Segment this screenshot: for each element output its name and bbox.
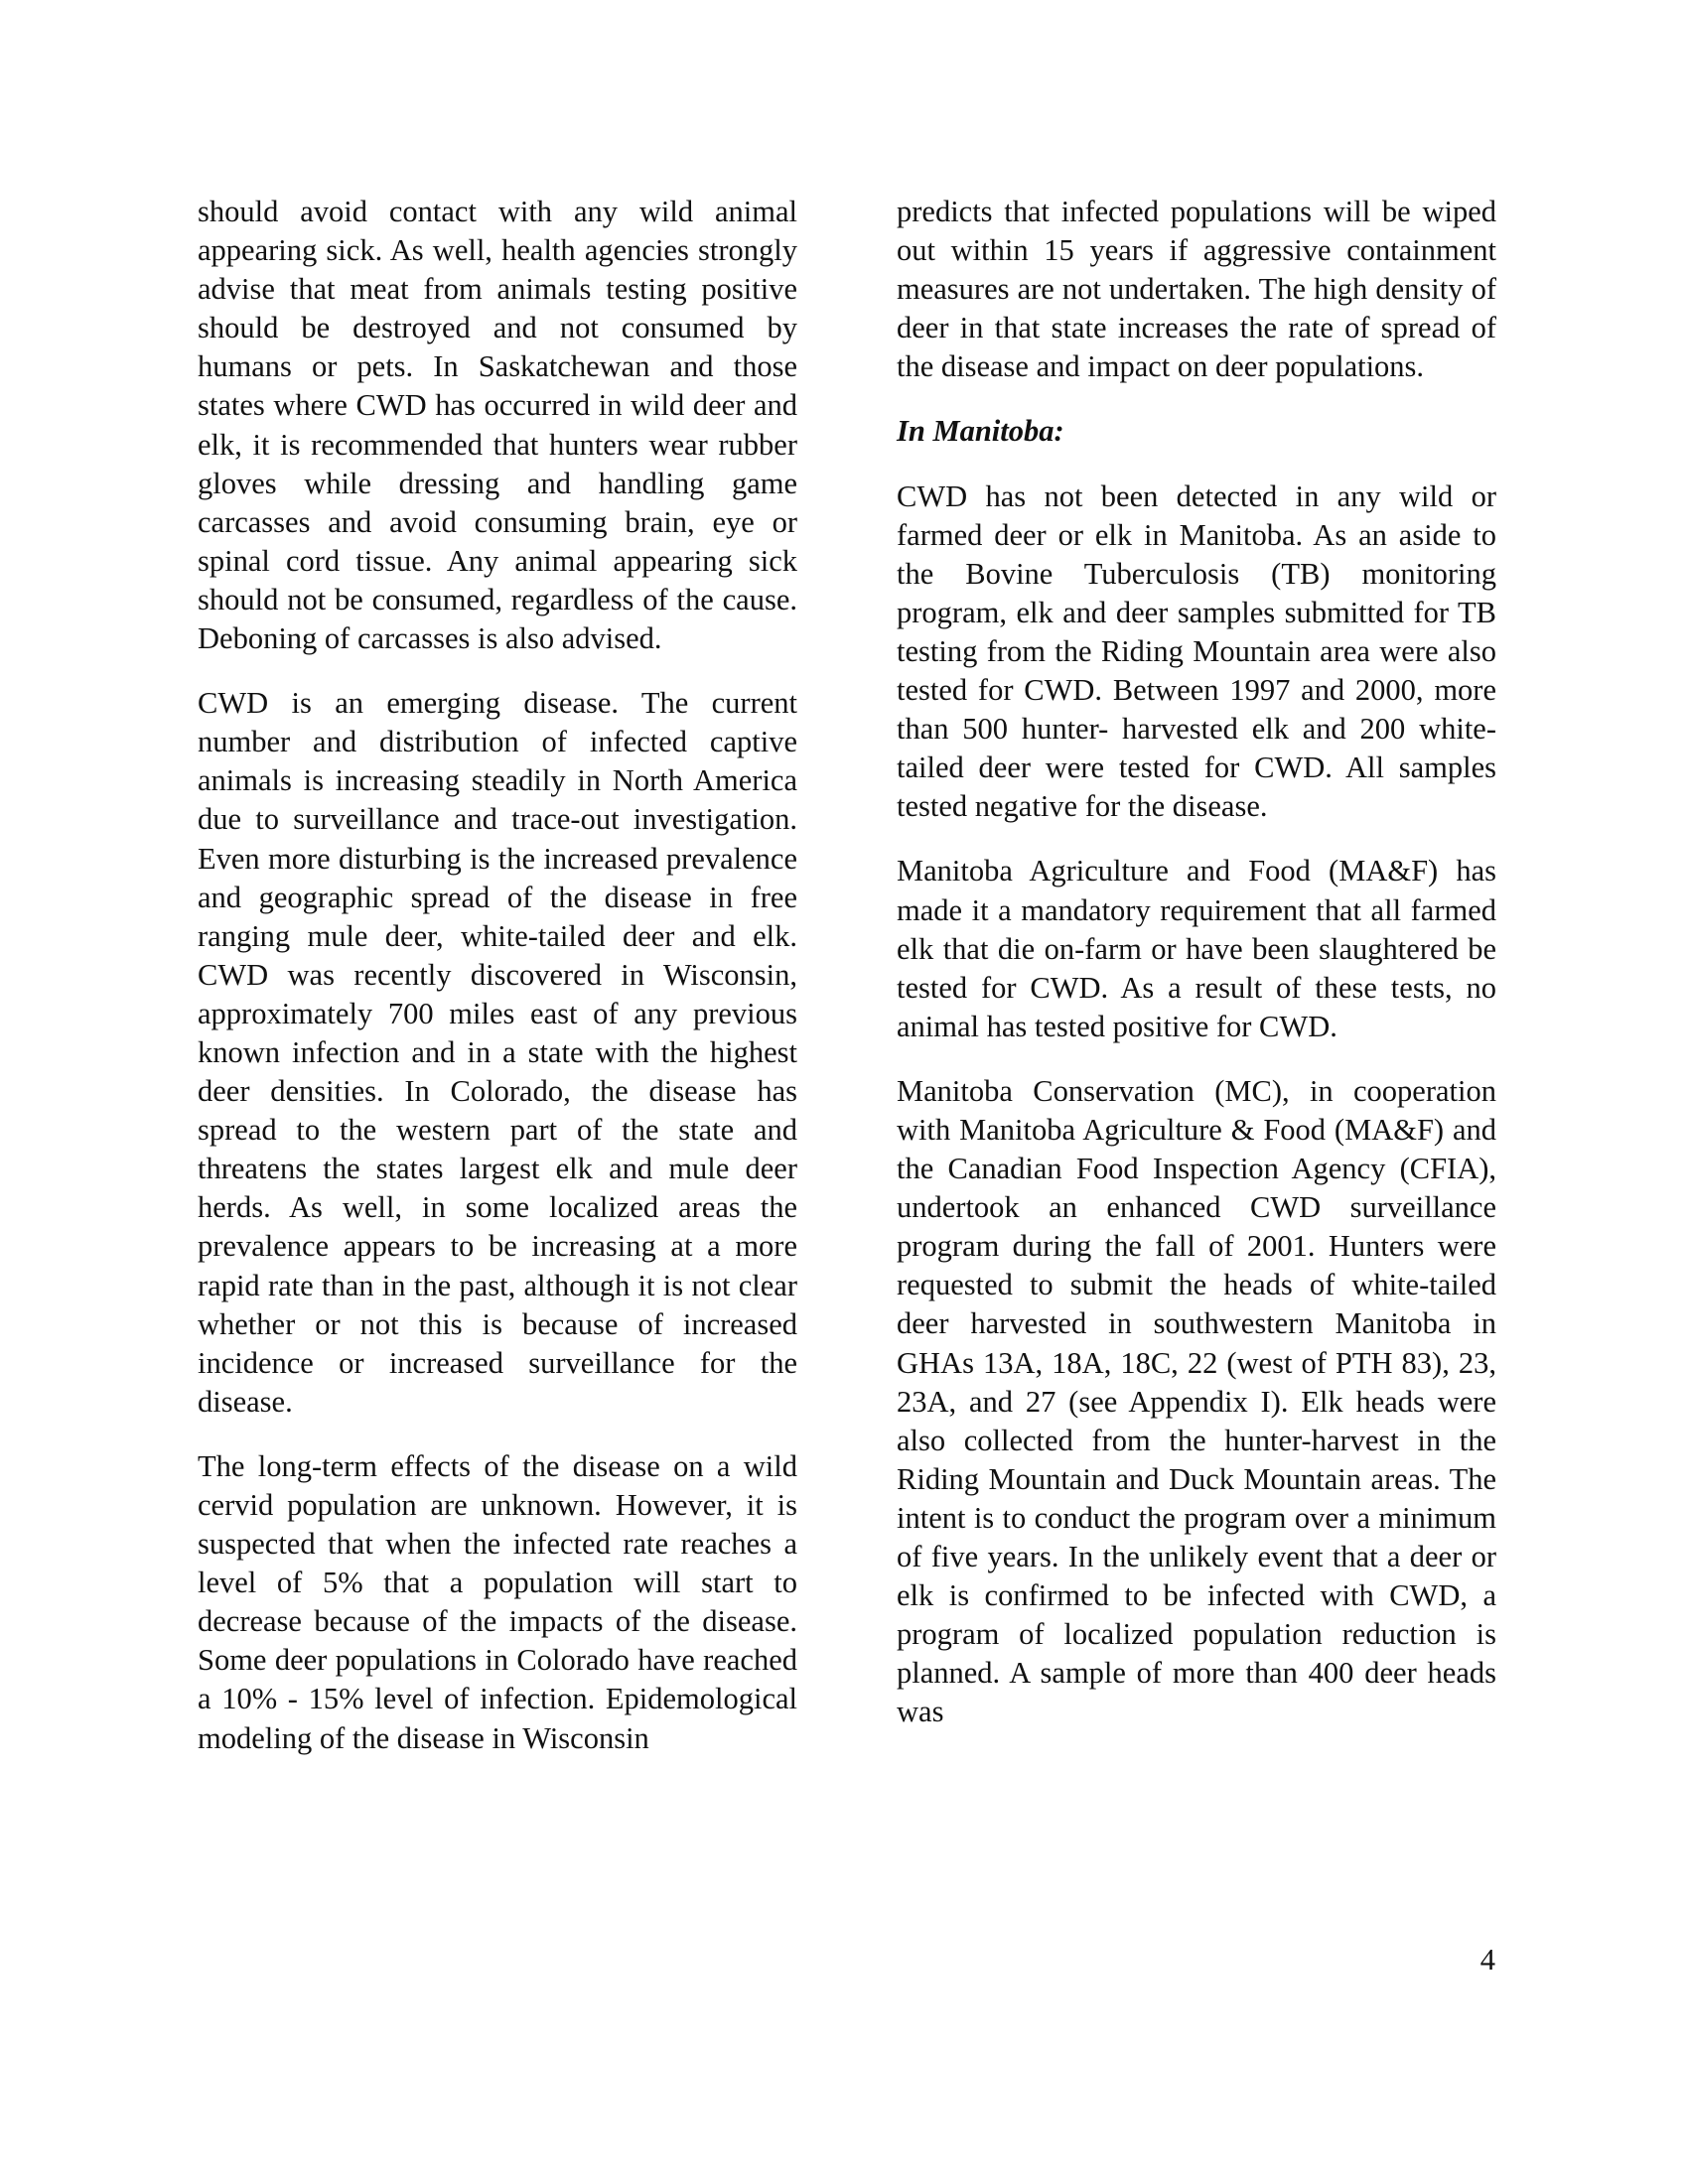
right-column xyxy=(897,193,1496,1757)
left-column xyxy=(198,193,797,1784)
right-paragraph-2: Manitoba Agriculture and Food (MA&F) has made it a mandatory requirement that all farmed elk that die on-farm or have been slaughtered be tested for CWD. As a result of these tests, no animal has tested positive for CWD. xyxy=(897,854,1496,1043)
left-paragraph-3: The long-term effects of the disease on a wild cervid population are unknown. However, it is suspected that when the infected rate reaches a level of 5% that a population will start to decrease because of the impacts of the disease. Some deer populations in Colorado have reached a 10% - 15% level of infection. Epidemological modeling of the disease in Wisconsin xyxy=(198,1448,797,1755)
page-number: 4 xyxy=(1479,1943,1495,1977)
left-paragraph-1: should avoid contact with any wild animal appearing sick. As well, health agencies strongly advise that meat from animals testing positive should be destroyed and not consumed by humans or pets. In Saskatchewan and those states where CWD has occurred in wild deer and elk, it is recommended that hunters wear rubber gloves while dressing and handling game carcasses and avoid consuming brain, eye or spinal cord tissue. Any animal appearing sick should not be consumed, regardless of the cause. Deboning of carcasses is also advised. xyxy=(198,195,797,656)
section-heading-manitoba: In Manitoba: xyxy=(897,414,1064,449)
right-intro-paragraph: predicts that infected populations will be wiped out within 15 years if aggressive containment measures are not undertaken. The high density of deer in that state increases the rate of spread of the disease and impact on deer populations. xyxy=(897,195,1496,384)
left-paragraph-2: CWD is an emerging disease. The current number and distribution of infected captive animals is increasing steadily in North America due to surveillance and trace-out investigation. Even more disturbing is the increased prevalence and geographic spread of the disease in free ranging mule deer, white-tailed deer and elk. CWD was recently discovered in Wisconsin, approximately 700 miles east of any previous known infection and in a state with the highest deer densities. In Colorado, the disease has spread to the western part of the state and threatens the states largest elk and mule deer herds. As well, in some localized areas the prevalence appears to be increasing at a more rapid rate than in the past, although it is not clear whether or not this is because of increased incidence or increased surveillance for the disease. xyxy=(198,686,797,1419)
right-paragraph-1: CWD has not been detected in any wild or farmed deer or elk in Manitoba. As an aside to the Bovine Tuberculosis (TB) monitoring program, elk and deer samples submitted for TB testing from the Riding Mountain area were also tested for CWD. Between 1997 and 2000, more than 500 hunter- harvested elk and 200 white-tailed deer were tested for CWD. All samples tested negative for the disease. xyxy=(897,478,1496,824)
right-paragraph-3: Manitoba Conservation (MC), in cooperation with Manitoba Agriculture & Food (MA&F) and the Canadian Food Inspection Agency (CFIA), undertook an enhanced CWD surveillance program during the fall of 2001. Hunters were requested to submit the heads of white-tailed deer harvested in southwestern Manitoba in GHAs 13A, 18A, 18C, 22 (west of PTH 83), 23, 23A, and 27 (see Appendix I). Elk heads were also collected from the hunter-harvest in the Riding Mountain and Duck Mountain areas. The intent is to conduct the program over a minimum of five years. In the unlikely event that a deer or elk is confirmed to be infected with CWD, a program of localized population reduction is planned. A sample of more than 400 deer heads was xyxy=(897,1073,1496,1729)
